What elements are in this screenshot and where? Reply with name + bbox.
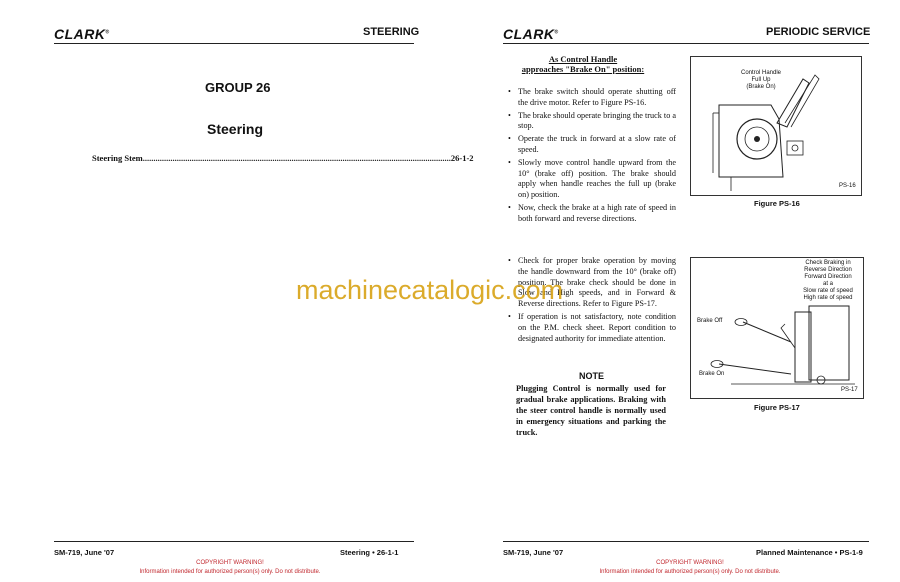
list-item: • The brake switch should operate shutting off the drive motor. Refer to Figure PS-16. bbox=[508, 87, 676, 109]
figure-label bbox=[726, 70, 796, 91]
list-item: • Now, check the brake at a high rate of speed in both forward and reverse directions. bbox=[508, 203, 676, 225]
toc-page: 26-1-2 bbox=[450, 153, 474, 163]
section-header: STEERING bbox=[363, 26, 420, 38]
figure-ps-17 bbox=[690, 257, 864, 399]
copyright-line-1: COPYRIGHT WARNING! bbox=[656, 560, 724, 566]
copyright-warning bbox=[120, 559, 340, 577]
figure-label bbox=[791, 260, 865, 302]
label-line: Control Handle bbox=[740, 70, 782, 76]
header-rule bbox=[503, 43, 869, 44]
bullet-list-a bbox=[508, 87, 676, 227]
subheading-line-2: approaches "Brake On" position: bbox=[521, 64, 645, 74]
note-body: Plugging Control is normally used for gradual brake applications. Braking with the steer control handle is normally used in emergency situations and parking the truck. bbox=[516, 384, 666, 437]
label-line: (Brake On) bbox=[746, 84, 776, 90]
subheading bbox=[508, 54, 658, 74]
footer-rule bbox=[503, 541, 869, 542]
figure-caption: Figure PS-16 bbox=[754, 199, 800, 208]
figure-tag: PS-17 bbox=[841, 387, 858, 393]
footer-right: Planned Maintenance • PS-1-9 bbox=[756, 548, 863, 557]
copyright-line-1: COPYRIGHT WARNING! bbox=[196, 560, 264, 566]
label-line: High rate of speed bbox=[803, 295, 853, 301]
toc-entry[interactable] bbox=[92, 153, 474, 163]
figure-caption: Figure PS-17 bbox=[754, 403, 800, 412]
note-title: NOTE bbox=[579, 371, 605, 381]
copyright-line-2: Information intended for authorized person(s) only. Do not distribute. bbox=[139, 569, 321, 575]
label-line: Slow rate of speed bbox=[803, 288, 853, 294]
brake-on-label: Brake On bbox=[699, 371, 725, 377]
figure-tag: PS-16 bbox=[839, 183, 856, 189]
footer-right: Steering • 26-1-1 bbox=[340, 548, 399, 557]
label-line: Forward Direction bbox=[804, 274, 852, 280]
copyright-line-2: Information intended for authorized person(s) only. Do not distribute. bbox=[599, 569, 781, 575]
section-header: PERIODIC SERVICE bbox=[766, 26, 871, 38]
label-line: Reverse Direction bbox=[804, 267, 852, 273]
clark-logo: CLARK® bbox=[503, 26, 559, 42]
list-item: • Check for proper brake operation by moving the handle downward from the 10° (brake off) position. The brake check should be done in Slow and High speeds, and in Forward & Reverse directions. Refer to Figure PS-17. bbox=[508, 256, 676, 310]
watermark: machinecatalogic.com bbox=[296, 275, 564, 305]
group-title: GROUP 26 bbox=[205, 80, 271, 95]
list-item: • Slowly move control handle upward from the 10° (brake off) position. The brake should apply when handle reaches the full up (brake on) position. bbox=[508, 158, 676, 201]
label-line: at a bbox=[822, 281, 833, 287]
footer-rule bbox=[54, 541, 414, 542]
toc-leader: ................................................................................................................................................. bbox=[142, 153, 451, 163]
figure-ps-16 bbox=[690, 56, 862, 196]
label-line: Check Braking in bbox=[805, 260, 851, 266]
toc-label: Steering Stem bbox=[92, 153, 143, 163]
subheading-line-1: As Control Handle bbox=[548, 54, 618, 64]
label-line: Full Up bbox=[751, 77, 771, 83]
clark-logo: CLARK® bbox=[54, 26, 110, 42]
list-item: • If operation is not satisfactory, note condition on the P.M. check sheet. Report condition to designated authority for immediate attention. bbox=[508, 312, 676, 344]
chapter-title: Steering bbox=[207, 121, 264, 137]
list-item: • The brake should operate bringing the truck to a stop. bbox=[508, 111, 676, 133]
brake-off-label: Brake Off bbox=[697, 318, 723, 324]
header-rule bbox=[54, 43, 414, 44]
copyright-warning bbox=[580, 559, 800, 577]
footer-left: SM-719, June '07 bbox=[503, 548, 564, 557]
list-item: • Operate the truck in forward at a slow rate of speed. bbox=[508, 134, 676, 156]
footer-left: SM-719, June '07 bbox=[54, 548, 115, 557]
